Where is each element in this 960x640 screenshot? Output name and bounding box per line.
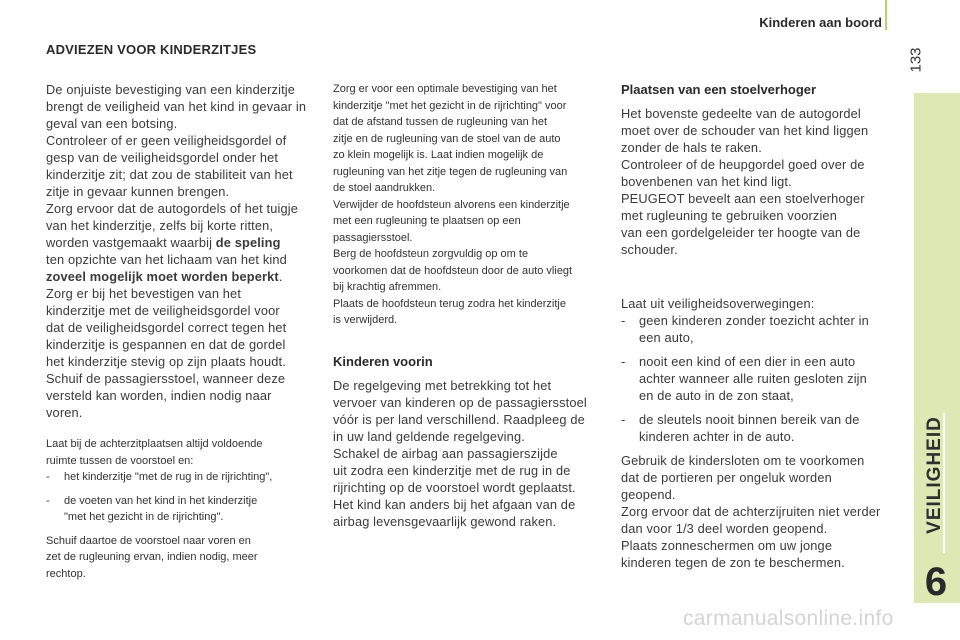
header-divider <box>885 0 887 30</box>
page-number: 133 <box>907 47 925 73</box>
booster-seat-heading: Plaatsen van een stoelverhoger <box>621 82 817 97</box>
column-1 <box>46 81 324 421</box>
page-title: ADVIEZEN VOOR KINDERZITJES <box>46 42 257 57</box>
running-header: Kinderen aan boord <box>759 15 882 30</box>
list-item: - nooit een kind of een dier in een auto achter wanneer alle ruiten gesloten zijn en de auto in de zon staat, <box>621 354 867 403</box>
list-item: - geen kinderen zonder toezicht achter in een auto, <box>621 313 869 345</box>
watermark: carmanualsonline.info <box>683 607 894 630</box>
chapter-tab-label: VEILIGHEID <box>924 416 945 534</box>
booster-seat-body: Het bovenste gedeelte van de autogordel moet over de schouder van het kind liggen zonder de hals te raken. Controleer of de heupgordel goed over de bovenbenen van het kind ligt. PEUGEOT beveelt aan een stoelverhoger met rugleuning te gebruiken voorzien van een gordelgeleider ter hoogte van de schouder. <box>621 106 869 257</box>
rear-seat-note <box>46 436 324 582</box>
front-seat-section <box>333 354 613 530</box>
headrest-note <box>333 81 613 329</box>
safety-list <box>621 312 903 445</box>
safety-section <box>621 295 903 571</box>
front-seat-body: De regelgeving met betrekking tot het vervoer van kinderen op de passagiersstoel vóór is per land verschillend. Raadpleeg de in uw land geldende regelgeving. Schakel de airbag aan passagierszijde uit zodra een kinderzitje met de rug in de rijrichting op de voorstoel wordt geplaatst. Het kind kan anders bij het afgaan van de airbag levensgevaarlijk gewond raken. <box>333 378 587 529</box>
safety-intro: Laat uit veiligheidsoverwegingen: <box>621 296 815 311</box>
front-seat-heading: Kinderen voorin <box>333 354 433 369</box>
rear-seat-note-list <box>46 469 324 526</box>
rear-seat-note-intro: Laat bij de achterzitplaatsen altijd voldoende ruimte tussen de voorstoel en: <box>46 438 263 467</box>
list-item: - de sleutels nooit binnen bereik van de kinderen achter in de auto. <box>621 412 860 444</box>
intro-paragraph: De onjuiste bevestiging van een kinderzitje brengt de veiligheid van het kind in gevaar in geval van een botsing. Controleer of er geen veiligheidsgordel of gesp van de veiligheidsgordel onder het kinderzitje zit; dat zou de stabiliteit van het zitje in gevaar kunnen brengen. Zorg ervoor dat de autogordels of het tuigje van het kinderzitje, zelfs bij korte ritten, worden vastgemaakt waarbij de speling ten opzichte van het lichaam van het kind zoveel mogelijk moet worden beperkt. Zorg er bij het bevestigen van het kinderzitje met de veiligheidsgordel voor dat de veiligheidsgordel correct tegen het kinderzitje is gespannen en dat de gordel het kinderzitje stevig op zijn plaats houdt. Schuif de passagiersstoel, wanneer deze versteld kan worden, indien nodig naar voren. <box>46 82 307 420</box>
headrest-note-text: Zorg er voor een optimale bevestiging van het kinderzitje "met het gezicht in de rijrichting" voor dat de afstand tussen de rugleuning van het zitje en de rugleuning van de stoel van de auto zo klein mogelijk is. Laat indien mogelijk de rugleuning van het zitje tegen de rugleuning van de stoel aandrukken. Verwijder de hoofdsteun alvorens een kinderzitje met een rugleuning te plaatsen op een passagiersstoel. Berg de hoofdsteun zorgvuldig op om te voorkomen dat de hoofdsteun door de auto vliegt bij krachtig afremmen. Plaats de hoofdsteun terug zodra het kinderzitje is verwijderd. <box>333 83 573 326</box>
booster-seat-section <box>621 82 903 258</box>
rear-seat-note-outro: Schuif daartoe de voorstoel naar voren en zet de rugleuning ervan, indien nodig, meer rechtop. <box>46 534 258 580</box>
safety-outro: Gebruik de kindersloten om te voorkomen dat de portieren per ongeluk worden geopend. Zorg ervoor dat de achterzijruiten niet verder dan voor 1/3 deel worden geopend. Plaats zonneschermen om uw jonge kinderen tegen de zon te beschermen. <box>621 453 881 570</box>
list-item: - het kinderzitje "met de rug in de rijrichting", <box>46 471 273 483</box>
chapter-number: 6 <box>924 560 948 604</box>
list-item: - de voeten van het kind in het kinderzitje "met het gezicht in de rijrichting". <box>46 494 258 523</box>
